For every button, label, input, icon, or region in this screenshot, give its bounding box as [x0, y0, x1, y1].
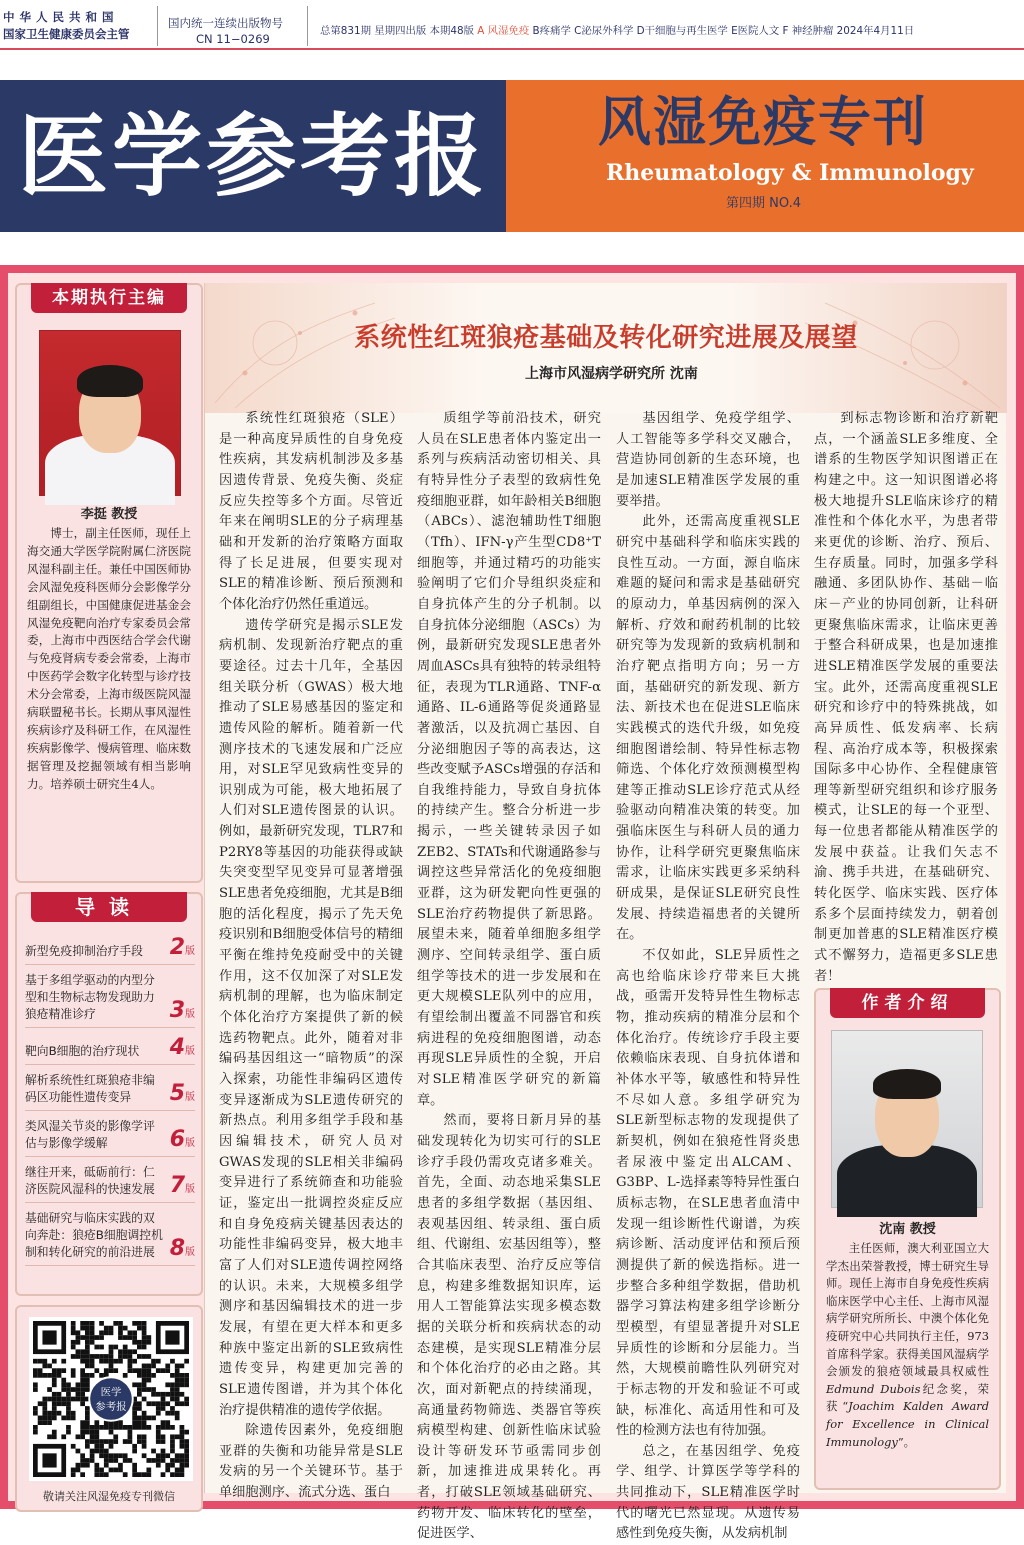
main-article	[204, 283, 1006, 1542]
guide-page-unit: 版	[185, 1046, 195, 1057]
article-paragraph: 总之，在基因组学、免疫学、组学、计算医学等学科的共同推动下，SLE精准医学时代的曙光已然显现。从遗传易感性到免疫失衡，从发病机制	[616, 1443, 800, 1542]
article-author: 上海市风湿病学研究所 沈南	[525, 366, 698, 382]
guide-item-page	[170, 1173, 195, 1198]
author-award-1: Edmund Dubois	[826, 1381, 921, 1396]
author-bio-mid: 纪念奖，荣获“	[826, 1381, 989, 1414]
article-banner	[205, 283, 1007, 413]
article-title: 系统性红斑狼疮基础及转化研究进展及展望	[354, 323, 858, 353]
publisher-block	[0, 0, 157, 43]
qr-caption: 敬请关注风湿免疫专刊微信	[43, 1490, 175, 1503]
special-issue-english: Rheumatology & Immunology	[606, 160, 974, 186]
guide-panel	[15, 892, 203, 1296]
guide-item[interactable]	[25, 1161, 195, 1203]
article-paragraph: 质组学等前沿技术，研究人员在SLE患者体内鉴定出一系列与疾病活动密切相关、具有特异性分子表型的致病性免疫细胞亚群，如年龄相关B细胞（ABCs）、滤泡辅助性T细胞（Tfh）、IFN-γ产生型CD8⁺T细胞等，并通过精巧的功能实验阐明了它们介导组织炎症和自身抗体产生的分子机制。以自身抗体分泌细胞（ASCs）为例，最新研究发现SLE患者外周血ASCs具有独特的转录组特征，表现为TLR通路、TNF-α通路、IL-6通路等促炎通路显著激活，以及抗凋亡基因、自分泌细胞因子等的高表达，这些改变赋予ASCs增强的存活和自我维持能力，导致自身抗体的持续产生。整合分析进一步揭示，一些关键转录因子如ZEB2、STATs和代谢通路参与调控这些异常活化的免疫细胞亚群，这为研发靶向性更强的SLE治疗药物提供了新思路。展望未来，随着单细胞多组学测序、空间转录组学、蛋白质组学等技术的进一步发展和在更大规模SLE队列中的应用，有望绘制出覆盖不同器官和疾病进程的免疫细胞图谱，动态再现SLE异质性的全貌，开启对SLE精准医学研究的新篇章。	[417, 411, 601, 1108]
qr-panel	[15, 1305, 203, 1512]
editor-bio: 博士，副主任医师，现任上海交通大学医学院附属仁济医院风湿科副主任。兼任中国医师协会风湿免疫科医师分会影像学分组副组长，中国健康促进基金会风湿免疫靶向治疗专家委员会常委，上海市中西医结合学会代谢与免疫肾病专委会常委，上海市中医药学会数字化转型与诊疗技术分会常委，上海市级医院风湿病联盟秘书长。长期从事风湿性疾病诊疗及科研工作，在风湿性疾病影像学、慢病管理、临床数据管理及挖掘领域有相当影响力。培养硕士研究生4人。	[27, 526, 191, 791]
guide-item[interactable]	[25, 1207, 195, 1266]
special-issue-number: 第四期 NO.4	[726, 196, 801, 211]
guide-page-unit: 版	[185, 1247, 195, 1258]
article-paragraph: 然而，要将日新月异的基础发现转化为切实可行的SLE诊疗手段仍需攻克诸多难关。首先，全面、动态地采集SLE患者的多组学数据（基因组、表观基因组、转录组、蛋白质组、代谢组、宏基因组等），整合其临床表型、治疗反应等信息，构建多维数据知识库，运用人工智能算法实现多模态数据的关联分析和疾病状态的动态建模，是实现SLE精准分层和个体化治疗的必由之路。其次，面对新靶点的持续涌现，高通量药物筛选、类器官等疾病模型构建、创新性临床试验设计等研发环节亟需同步创新，加速推进成果转化。再者，打破SLE领域基础研究、药物开发、临床转化的壁垒，促进医学、	[417, 1113, 601, 1542]
guide-page-unit: 版	[185, 946, 195, 957]
qr-code-icon	[33, 1321, 189, 1477]
guide-page-number: 7	[169, 1173, 185, 1198]
guide-item[interactable]	[25, 969, 195, 1028]
article-paragraph: 不仅如此，SLE异质性之高也给临床诊疗带来巨大挑战，亟需开发特异性生物标志物，推动疾病的精准分层和个体化治疗。传统诊疗手段主要依赖临床表现、自身抗体谱和补体水平等，敏感性和特异性不尽如人意。多组学研究为SLE新型标志物的发现提供了新契机，例如在狼疮性肾炎患者尿液中鉴定出ALCAM、G3BP、L-选择素等特异性蛋白质标志物，在SLE患者血清中发现一组诊断性代谢谱，为疾病诊断、活动度评估和预后预测提供了新的候选指标。进一步整合多种组学数据，借助机器学习算法构建多组学诊断分型模型，有望显著提升对SLE异质性的诊断和分层能力。当然，大规模前瞻性队列研究对于标志物的开发和验证不可或缺，标准化、高适用性和可及性的检测方法也有待加强。	[616, 948, 800, 1439]
guide-item-page	[170, 998, 195, 1023]
publisher-line2: 国家卫生健康委员会主管	[3, 27, 130, 41]
author-intro-card	[814, 988, 1001, 1490]
guide-item-text: 类风湿关节炎的影像学评估与影像学缓解	[25, 1119, 155, 1150]
executive-editor-panel	[15, 283, 203, 883]
guide-item-text: 解析系统性红斑狼疮非编码区功能性遗传变异	[25, 1073, 155, 1104]
guide-item[interactable]	[25, 1032, 195, 1065]
author-portrait	[831, 1030, 983, 1208]
author-bio-end: ”。	[897, 1434, 916, 1449]
article-column-3	[616, 409, 800, 1545]
left-column	[15, 283, 203, 1512]
guide-page-number: 8	[169, 1236, 185, 1261]
issue-sections: B疼痛学 C泌尿外科学 D干细胞与再生医学 E医院人文 F 神经肿瘤 2024年4月11日	[529, 25, 915, 37]
qr-badge-line2: 参考报	[95, 1400, 127, 1413]
article-column-4	[814, 409, 998, 987]
guide-item[interactable]	[25, 932, 195, 965]
section-active: A 风湿免疫	[477, 25, 530, 37]
guide-item-text: 新型免疫抑制治疗手段	[25, 944, 143, 958]
page-inner	[8, 273, 1016, 1542]
portrait-hair	[77, 365, 143, 397]
article-paragraph: 此外，还需高度重视SLE研究中基础科学和临床实践的良性互动。一方面，源自临床难题的疑问和需求是基础研究的原动力，单基因病例的深入解析、疗效和耐药机制的比较研究等为发现新的致病机制和治疗靶点指明方向；另一方面，基础研究的新发现、新方法、新技术也在促进SLE临床实践模式的迭代升级，如免疫细胞图谱绘制、特异性标志物筛选、个体化疗效预测模型构建等正推动SLE诊疗范式从经验驱动向精准决策的转变。加强临床医生与科研人员的通力协作，让科学研究更聚焦临床需求，让临床实践更多采纳科研成果，是保证SLE研究良性发展、持续造福患者的关键所在。	[616, 514, 800, 943]
masthead-special-panel	[506, 80, 1024, 232]
masthead	[0, 80, 1024, 232]
author-award-2: Joachim Kalden Award for Excellence in Clinical Immunology	[826, 1399, 989, 1449]
guide-page-number: 4	[169, 1035, 185, 1060]
special-issue-title: 风湿免疫专刊	[598, 91, 928, 153]
guide-page-number: 6	[169, 1127, 185, 1152]
qr-badge-line1: 医学	[100, 1386, 122, 1399]
guide-item-text: 继往开来，砥砺前行：仁济医院风湿科的快速发展	[25, 1165, 155, 1196]
guide-item-page	[170, 1081, 195, 1106]
article-paragraph: 基因组学、免疫学组学、人工智能等多学科交叉融合，营造协同创新的生态环境，也是加速SLE精准医学发展的重要举措。	[616, 411, 800, 509]
guide-item-page	[170, 1236, 195, 1261]
top-info-bar	[0, 0, 1024, 50]
guide-page-number: 2	[169, 935, 185, 960]
article-paragraph: 除遗传因素外，免疫细胞亚群的失衡和功能异常是SLE发病的另一个关键环节。基于单细胞测序、流式分选、蛋白	[219, 1423, 403, 1501]
issue-prefix: 总第831期 星期四出版 本期48版	[320, 25, 478, 37]
guide-page-unit: 版	[185, 1138, 195, 1149]
author-bio-main: 主任医师，澳大利亚国立大学杰出荣誉教授，博士研究生导师。现任上海市自身免疫性疾病临床医学中心主任、上海市风湿病学研究所所长、中澳个体化免疫研究中心共同执行主任，973首席科学家。获得美国风湿病学会颁发的狼疮领域最具权威性	[826, 1241, 989, 1379]
editor-name: 李挺 教授	[80, 507, 138, 522]
guide-item-page	[170, 1035, 195, 1060]
executive-editor-heading: 本期执行主编	[31, 283, 187, 313]
author-intro-heading: 作者介绍	[830, 988, 985, 1018]
guide-item[interactable]	[25, 1069, 195, 1111]
guide-item-page	[170, 1127, 195, 1152]
author-bio	[826, 1240, 989, 1451]
guide-page-number: 5	[169, 1081, 185, 1106]
guide-page-unit: 版	[185, 1009, 195, 1020]
article-paragraph: 系统性红斑狼疮（SLE）是一种高度异质性的自身免疫性疾病，其发病机制涉及多基因遗传背景、免疫失衡、炎症反应失控等多个方面。尽管近年来在阐明SLE的分子病理基础和开发新的治疗策略方面取得了长足进展，但要实现对SLE的精准诊断、预后预测和个体化治疗仍然任重道远。	[219, 411, 403, 612]
article-paragraph: 到标志物诊断和治疗新靶点，一个涵盖SLE多维度、全谱系的生物医学知识图谱正在构建之中。这一知识图谱必将极大地提升SLE临床诊疗的精准性和个体化水平，为患者带来更优的诊断、治疗、预后、生存质量。同时，加强多学科融通、多团队协作、基础－临床－产业的协同创新，让科研更聚焦临床需求，让临床更善于整合科研成果，也是加速推进SLE精准医学发展的重要法宝。此外，还需高度重视SLE研究和诊疗中的特殊挑战，如高异质性、低发病率、长病程、高治疗成本等，积极探索国际多中心协作、全程健康管理等新型研究组织和诊疗服务模式，让SLE的每一个亚型、每一位患者都能从精准医学的发展中获益。让我们矢志不渝、携手共进，在基础研究、转化医学、临床实践、医疗体系多个层面持续发力，朝着创制更加普惠的SLE精准医疗模式不懈努力，造福更多SLE患者！	[814, 411, 998, 984]
article-column-2	[417, 409, 601, 1545]
portrait-hair	[873, 1069, 941, 1099]
guide-page-unit: 版	[185, 1184, 195, 1195]
issn-block	[157, 6, 307, 46]
wechat-qr-code[interactable]	[29, 1317, 193, 1481]
guide-heading: 导读	[31, 892, 187, 922]
guide-page-unit: 版	[185, 1092, 195, 1103]
issn-label: 国内统一连续出版物号	[168, 16, 283, 30]
issn-number: CN 11−0269	[196, 32, 270, 46]
newspaper-logo: 医学参考报	[18, 103, 488, 209]
author-name: 沈南 教授	[879, 1222, 936, 1237]
editor-portrait	[39, 330, 181, 496]
guide-item-text: 基础研究与临床实践的双向奔赴：狼疮B细胞调控机制和转化研究的前沿进展	[25, 1211, 163, 1259]
guide-item-page	[170, 935, 195, 960]
guide-page-number: 3	[169, 998, 185, 1023]
publisher-line1: 中华人民共和国	[3, 10, 119, 24]
masthead-logo-panel	[0, 80, 506, 232]
guide-item[interactable]	[25, 1115, 195, 1157]
article-paragraph: 遗传学研究是揭示SLE发病机制、发现新治疗靶点的重要途径。过去十几年，全基因组关联分析（GWAS）极大地推动了SLE易感基因的鉴定和遗传风险的解析。随着新一代测序技术的飞速发展和广泛应用，对SLE罕见致病性变异的识别成为可能，极大地拓展了人们对SLE遗传图景的认识。例如，最新研究发现，TLR7和P2RY8等基因的功能获得或缺失突变型罕见变异可显著增强SLE患者免疫细胞，尤其是B细胞的活化程度，揭示了先天免疫识别和B细胞受体信号的精细平衡在维持免疫耐受中的关键作用，这不仅加深了对SLE发病机制的理解，也为临床制定个体化治疗方案提供了新的候选药物靶点。此外，随着对非编码基因组这一“暗物质”的深入探索，功能性非编码区遗传变异逐渐成为SLE遗传研究的新热点。利用多组学手段和基因编辑技术，研究人员对GWAS发现的SLE相关非编码变异进行了系统筛查和功能验证，鉴定出一批调控炎症反应和自身免疫病关键基因表达的功能性非编码变异，极大地丰富了人们对SLE遗传调控网络的认识。未来，大规模多组学测序和基因编辑技术的进一步发展，有望在更大样本和更多种族中鉴定出新的SLE致病性遗传变异，构建更加完善的SLE遗传图谱，并为其个体化治疗提供精准的遗传学依据。	[219, 617, 403, 1418]
guide-item-text: 基于多组学驱动的内型分型和生物标志物发现助力狼疮精准诊疗	[25, 973, 155, 1021]
guide-list	[25, 932, 195, 1270]
page-frame	[0, 265, 1024, 1542]
article-column-1	[219, 409, 403, 1504]
issue-line	[307, 6, 1024, 46]
guide-item-text: 靶向B细胞的治疗现状	[25, 1044, 140, 1058]
